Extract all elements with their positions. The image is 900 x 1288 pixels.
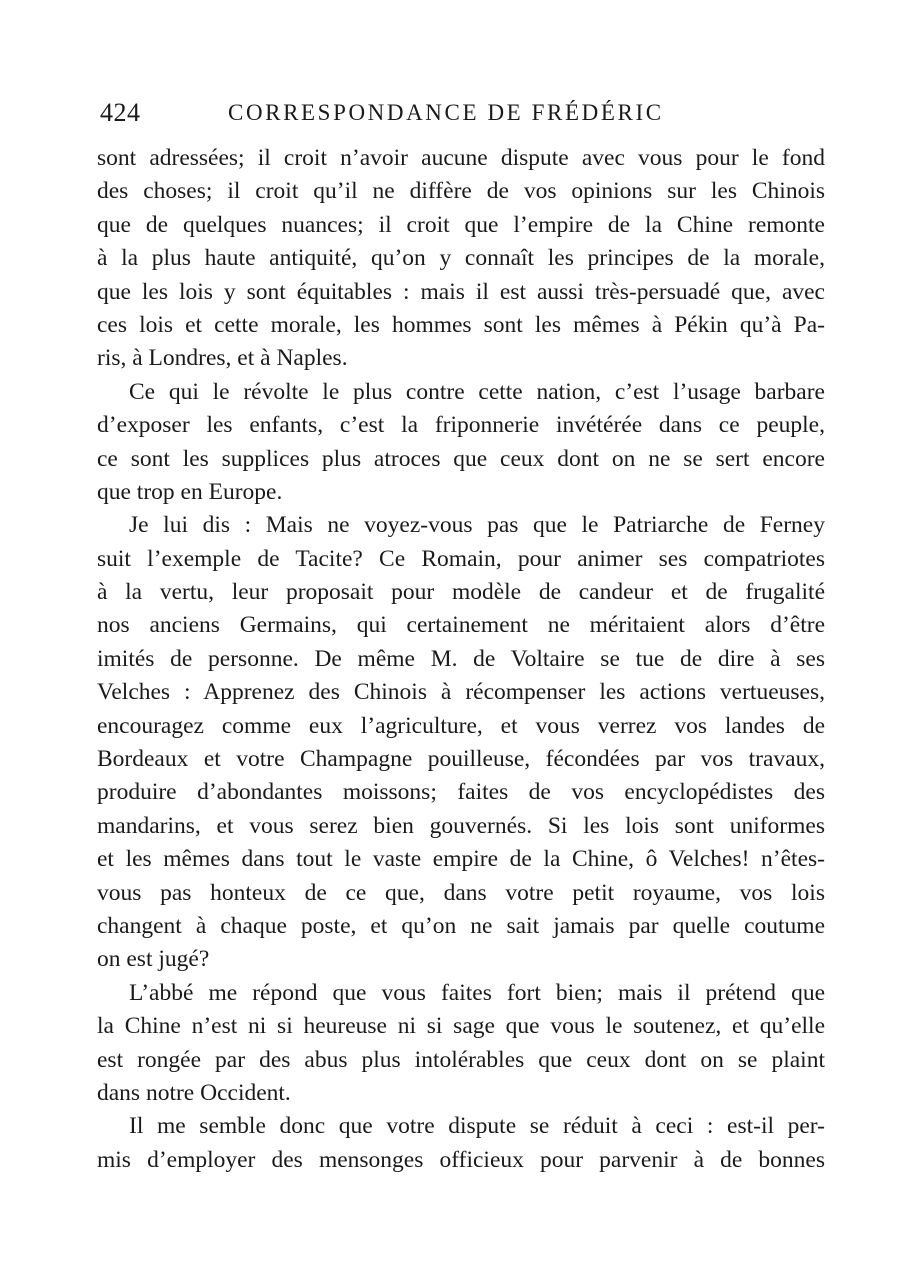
body-text (97, 142, 825, 1177)
text-line: que de quelques nuances; il croit que l’empire de la Chine remonte (97, 211, 825, 238)
text-line: à la vertu, leur proposait pour modèle de candeur et de frugalité (97, 579, 825, 606)
text-line: la Chine n’est ni si heureuse ni si sage que vous le soutenez, et qu’elle (97, 1013, 825, 1040)
text-line: à la plus haute antiquité, qu’on y connaît les principes de la morale, (97, 245, 825, 272)
paragraph (97, 977, 825, 1111)
paragraph (97, 509, 825, 976)
text-line: on est jugé? (97, 946, 210, 973)
text-line: que les lois y sont équitables : mais il est aussi très-persuadé que, avec (97, 278, 825, 305)
text-line: des choses; il croit qu’il ne diffère de vos opinions sur les Chinois (97, 178, 825, 205)
text-line: ce sont les supplices plus atroces que ceux dont on ne se sert encore (97, 445, 825, 472)
text-line: produire d’abondantes moissons; faites de vos encyclopédistes des (97, 779, 825, 806)
text-line: que trop en Europe. (97, 478, 283, 505)
text-line: Bordeaux et votre Champagne pouilleuse, fécondées par vos travaux, (97, 746, 825, 773)
text-line: ris, à Londres, et à Naples. (97, 345, 348, 372)
text-line: Ce qui le révolte le plus contre cette nation, c’est l’usage barbare (129, 378, 825, 405)
text-line: mis d’employer des mensonges officieux pour parvenir à de bonnes (97, 1146, 825, 1173)
text-line: Je lui dis : Mais ne voyez-vous pas que le Patriarche de Ferney (129, 512, 825, 539)
text-line: mandarins, et vous serez bien gouvernés. Si les lois sont uniformes (97, 812, 825, 839)
text-line: et les mêmes dans tout le vaste empire de la Chine, ô Velches! n’êtes- (97, 846, 825, 873)
text-line: encouragez comme eux l’agriculture, et vous verrez vos landes de (97, 712, 825, 739)
text-line: nos anciens Germains, qui certainement ne méritaient alors d’être (97, 612, 825, 639)
text-line: vous pas honteux de ce que, dans votre petit royaume, vos lois (97, 879, 825, 906)
text-line: Il me semble donc que votre dispute se réduit à ceci : est-il per- (129, 1113, 825, 1140)
text-line: dans notre Occident. (97, 1079, 291, 1106)
text-line: sont adressées; il croit n’avoir aucune dispute avec vous pour le fond (97, 145, 825, 171)
book-page (97, 96, 825, 1177)
text-line: changent à chaque poste, et qu’on ne sait jamais par quelle coutume (97, 912, 825, 939)
text-line: ces lois et cette morale, les hommes sont les mêmes à Pékin qu’à Pa- (97, 311, 825, 338)
paragraph (97, 376, 825, 510)
page-number: 424 (100, 98, 141, 127)
paragraph (97, 1110, 825, 1177)
paragraph (97, 142, 825, 376)
text-line: d’exposer les enfants, c’est la friponnerie invétérée dans ce peuple, (97, 412, 825, 439)
running-title: CORRESPONDANCE DE FRÉDÉRIC (228, 100, 664, 125)
text-line: suit l’exemple de Tacite? Ce Romain, pour animer ses compatriotes (97, 545, 825, 572)
text-line: imités de personne. De même M. de Voltaire se tue de dire à ses (97, 645, 825, 672)
text-line: Velches : Apprenez des Chinois à récompenser les actions vertueuses, (97, 679, 825, 706)
page-header (97, 96, 825, 136)
text-line: L’abbé me répond que vous faites fort bien; mais il prétend que (129, 979, 825, 1006)
text-line: est rongée par des abus plus intolérables que ceux dont on se plaint (97, 1046, 825, 1073)
